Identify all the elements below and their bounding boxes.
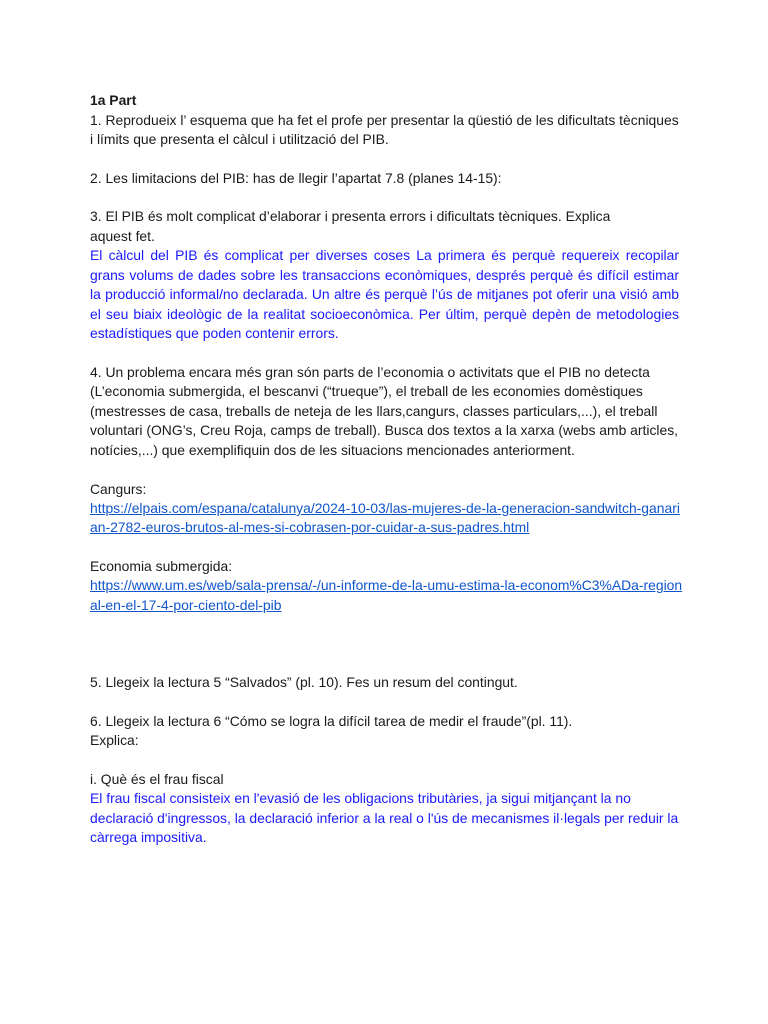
answer-6-i-line-1: El frau fiscal consisteix en l'evasió de les obligacions tributàries, ja sigui mitjançant la no bbox=[90, 790, 631, 806]
reference-cangurs-link-line-1[interactable]: https://elpais.com/espana/catalunya/2024-10-03/las-mujeres-de-la-generacion-sandwitch-ganari bbox=[90, 500, 680, 516]
question-6-line-2: Explica: bbox=[90, 732, 139, 748]
question-3-line-2: aquest fet. bbox=[90, 228, 155, 244]
question-6-line-1: 6. Llegeix la lectura 6 “Cómo se logra la difícil tarea de medir el fraude”(pl. 11). bbox=[90, 713, 573, 729]
answer-6-i-line-2: declaració d'ingressos, la declaració inferior a la real o l'ús de mecanismes il·legals per reduir la bbox=[90, 810, 679, 826]
question-1-line-2: i límits que presenta el càlcul i utilització del PIB. bbox=[90, 131, 389, 147]
answer-3-line-2: grans volums de dades sobre les transaccions econòmiques, després perquè és difícil estimar bbox=[90, 267, 679, 283]
reference-economia-link-line-2[interactable]: al-en-el-17-4-por-ciento-del-pib bbox=[90, 597, 282, 613]
answer-3-line-5: estadístiques que poden contenir errors. bbox=[90, 325, 339, 341]
question-6-sub-i-text: i. Què és el frau fiscal bbox=[90, 771, 224, 787]
reference-economia-label: Economia submergida: bbox=[90, 558, 233, 574]
question-3-line-1: 3. El PIB és molt complicat d’elaborar i presenta errors i dificultats tècniques. Explica bbox=[90, 208, 611, 224]
question-4-line-2: (L’economia submergida, el bescanvi (“trueque”), el treball de les economies domèstiques bbox=[90, 383, 643, 399]
question-1-line-1: 1. Reprodueix l’ esquema que ha fet el profe per presentar la qüestió de les dificultats tècniques bbox=[90, 112, 679, 128]
reference-cangurs-label: Cangurs: bbox=[90, 481, 147, 497]
reference-economia-link-line-1[interactable]: https://www.um.es/web/sala-prensa/-/un-informe-de-la-umu-estima-la-econom%C3%ADa-region bbox=[90, 577, 683, 593]
answer-6-i-line-3: càrrega impositiva. bbox=[90, 829, 207, 845]
question-2-line-1: 2. Les limitacions del PIB: has de llegir l’apartat 7.8 (planes 14-15): bbox=[90, 170, 502, 186]
answer-3-line-1: El càlcul del PIB és complicat per diverses coses La primera és perquè requereix recopilar bbox=[90, 247, 679, 263]
section-title: 1a Part bbox=[90, 92, 137, 108]
question-4-line-3: (mestresses de casa, treballs de neteja de les llars,cangurs, classes particulars,...), el treball bbox=[90, 403, 658, 419]
question-4-line-5: notícies,...) que exemplifiquin dos de les situacions mencionades anteriorment. bbox=[90, 442, 575, 458]
reference-cangurs-link-line-2[interactable]: an-2782-euros-brutos-al-mes-si-cobrasen-por-cuidar-a-sus-padres.html bbox=[90, 519, 530, 535]
question-5-line-1: 5. Llegeix la lectura 5 “Salvados” (pl. 10). Fes un resum del contingut. bbox=[90, 674, 518, 690]
question-4-line-1: 4. Un problema encara més gran són parts de l’economia o activitats que el PIB no detecta bbox=[90, 364, 650, 380]
answer-3-line-4: el seu biaix ideològic de la realitat socioeconòmica. Per últim, perquè depèn de metodologies bbox=[90, 306, 679, 322]
answer-3-line-3: la producció informal/no declarada. Un altre és perquè l’ús de mitjanes pot oferir una visió amb bbox=[90, 286, 679, 302]
question-4-line-4: voluntari (ONG’s, Creu Roja, camps de treball). Busca dos textos a la xarxa (webs amb articles, bbox=[90, 422, 679, 438]
